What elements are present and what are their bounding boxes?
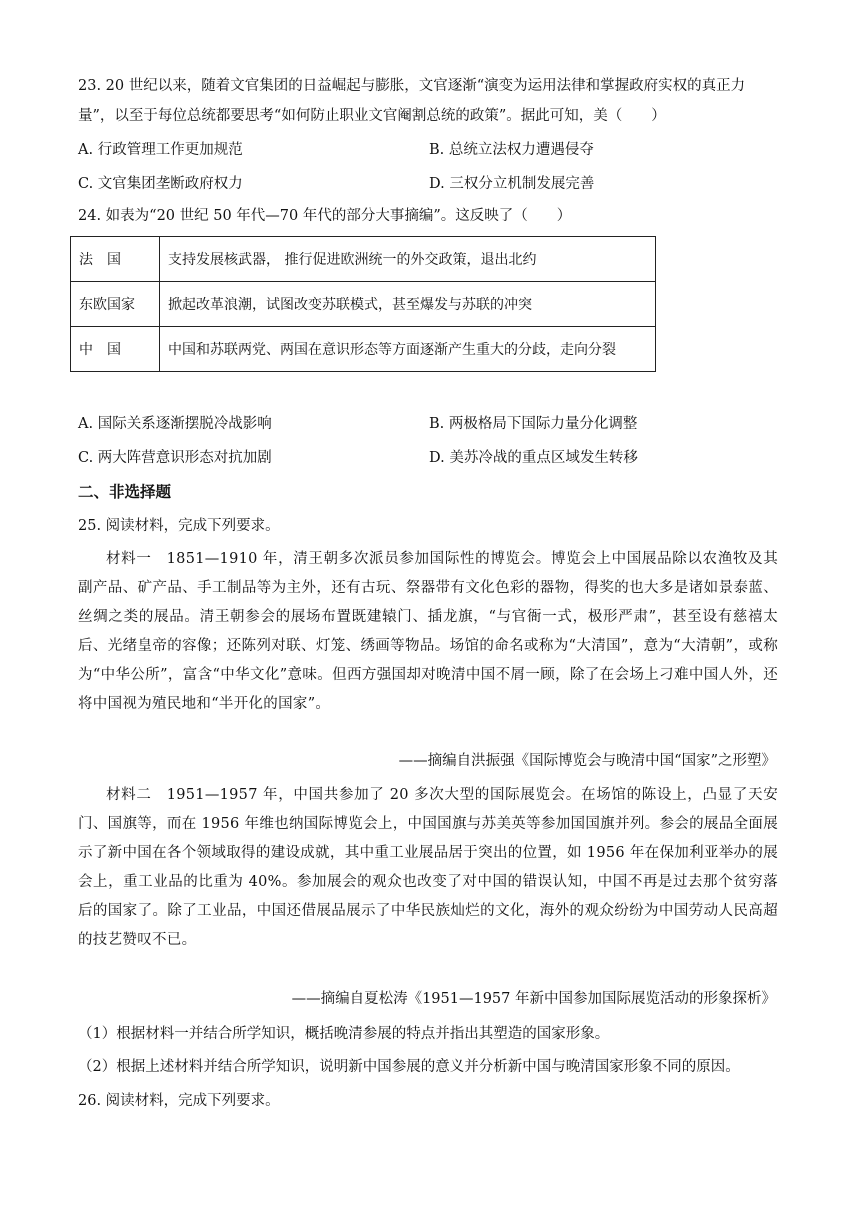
material-two-line: 国旗等，而在 1956 年维也纳国际博览会上，中国国旗与苏美英等参加国国旗并列。参会的展品全面展示了 [78,816,778,861]
table-cell-country: 东欧国家 [71,282,160,327]
section-heading: 二、非选择题 [78,483,172,501]
q23-stem-line1: 23. 20 世纪以来，随着文官集团的日益崛起与膨胀，文官逐渐“演变为运用法律和掌握政府实权的真正力 [78,78,746,94]
q26-stem: 26. 阅读材料，完成下列要求。 [78,1093,280,1109]
q23-option-c: C. 文官集团垄断政府权力 [78,176,243,192]
q25-stem: 25. 阅读材料，完成下列要求。 [78,518,280,534]
material-one-line: 产品、矿产品、手工制品等为主外，还有古玩、祭器带有文化色彩的器物，得奖的也大多是诸如景泰蓝、 [92,580,778,596]
material-one-line: 材料一 1851—1910 年，清王朝多次派员参加国际性的博览会。博览会上中国展品除以农渔牧及其副 [78,551,778,596]
table-cell-event: 支持发展核武器， 推行促进欧洲统一的外交政策，退出北约 [160,237,656,282]
material-two-line: 赞叹不已。 [122,932,197,948]
table-row [71,327,656,372]
material-one-line: 太后、光绪皇帝的容像；还陈列对联、灯笼、绣画等物品。场馆的命名或称为“大清国”，意为“大清朝”， [78,609,778,654]
table-cell-event: 掀起改革浪潮，试图改变苏联模式，甚至爆发与苏联的冲突 [160,282,656,327]
q23-option-b: B. 总统立法权力遭遇侵夺 [429,142,594,158]
material-two [78,781,778,955]
q24-option-a: A. 国际关系逐渐摆脱冷战影响 [78,416,272,432]
q23-option-d: D. 三权分立机制发展完善 [429,176,595,192]
q25-requirement-2: （2）根据上述材料并结合所学知识，说明新中国参展的意义并分析新中国与晚清国家形象不同的原因。 [78,1059,740,1075]
table-cell-country: 中 国 [71,327,160,372]
q24-stem: 24. 如表为“20 世纪 50 年代—70 年代的部分大事摘编”。这反映了（ ） [78,208,572,224]
material-two-line: 了。除了工业品，中国还借展品展示了中华民族灿烂的文化，海外的观众纷纷为中国劳动人民高超的技艺 [78,903,778,948]
q24-option-d: D. 美苏冷战的重点区域发生转移 [429,450,638,466]
material-one [78,545,778,719]
material-two-source: ——摘编自夏松涛《1951—1957 年新中国参加国际展览活动的形象探析》 [291,991,776,1007]
table-row [71,237,656,282]
material-one-source: ——摘编自洪振强《国际博览会与晚清中国“国家”之形塑》 [398,753,776,769]
q24-option-b: B. 两极格局下国际力量分化调整 [429,416,638,432]
material-one-line: 丝绸之类的展品。清王朝参会的展场布置既建辕门、插龙旗，“与官衙一式，极形严肃”，甚至设有慈禧 [78,609,764,625]
material-one-line: 国人外，还将中国视为殖民地和“半开化的国家”。 [78,667,778,712]
table-cell-event: 中国和苏联两党、两国在意识形态等方面逐渐产生重大的分歧，走向分裂 [160,327,656,372]
material-two-line: 材料二 1951—1957 年，中国共参加了 20 多次大型的国际展览会。在场馆的陈设上，凸显了天安门、 [78,787,778,832]
material-one-line: 或称为“中华公所”，富含“中华文化”意味。但西方强国却对晚清中国不屑一顾，除了在会场上刁难中 [78,638,778,683]
q24-option-c: C. 两大阵营意识形态对抗加剧 [78,450,272,466]
q23-option-a: A. 行政管理工作更加规范 [78,142,243,158]
material-two-line: 重工业品的比重为 40%。参加展会的观众也改变了对中国的错误认知，中国不再是过去那个贫穷落后的国家 [78,874,778,919]
material-two-line: 新中国在各个领域取得的建设成就，其中重工业展品居于突出的位置，如 1956 年在保加利亚举办的展会上， [78,845,778,890]
table-cell-country: 法 国 [71,237,160,282]
table-row [71,282,656,327]
q23-stem-line2: 量”，以至于每位总统都要思考“如何防止职业文官阉割总统的政策”。据此可知，美（ ） [78,108,666,124]
events-table [70,236,656,372]
q25-requirement-1: （1）根据材料一并结合所学知识，概括晚清参展的特点并指出其塑造的国家形象。 [78,1026,610,1042]
